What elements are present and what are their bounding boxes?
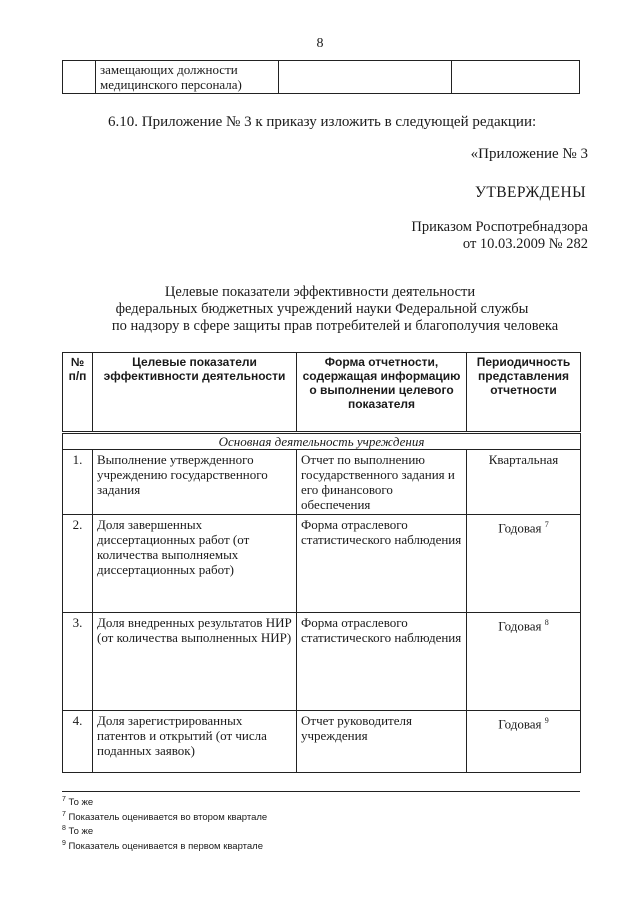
row-indicator: Доля завершенных диссертационных работ (от количества выполняемых диссертационных работ) — [93, 515, 297, 613]
header-indicators: Целевые показатели эффективности деятельности — [93, 353, 297, 433]
row-num: 1. — [63, 450, 93, 515]
row-period-text: Годовая — [498, 520, 542, 536]
table-row — [63, 613, 581, 711]
indicators-table — [62, 352, 581, 773]
row-num: 2. — [63, 515, 93, 613]
row-indicator: Доля зарегистрированных патентов и открытий (от числа поданных заявок) — [93, 711, 297, 773]
document-title — [0, 284, 640, 335]
cont-text-line1: замещающих должности — [100, 62, 238, 77]
row-form: Отчет руководителя учреждения — [297, 711, 467, 773]
cont-form-cell — [279, 61, 452, 94]
footnote-text: Показатель оценивается в первом квартале — [68, 841, 263, 853]
row-form: Отчет по выполнению государственного задания и его финансового обеспечения — [297, 450, 467, 515]
row-period — [467, 711, 581, 773]
cont-num-cell — [63, 61, 96, 94]
section-title: Основная деятельность учреждения — [63, 433, 581, 450]
row-num: 3. — [63, 613, 93, 711]
footnote-ref: 9 — [544, 716, 549, 725]
footnote-mark: 7 — [62, 810, 66, 818]
page-number: 8 — [316, 36, 324, 51]
row-form: Форма отраслевого статистического наблюдения — [297, 515, 467, 613]
footnote — [62, 794, 267, 809]
row-period-text: Квартальная — [488, 452, 559, 467]
row-indicator: Доля внедренных результатов НИР (от количества выполненных НИР) — [93, 613, 297, 711]
row-period — [467, 515, 581, 613]
table-row — [63, 711, 581, 773]
footnote — [62, 838, 267, 853]
annex-label: «Приложение № 3 — [470, 146, 588, 162]
order-line2: от 10.03.2009 № 282 — [462, 236, 588, 252]
table-header-row — [63, 353, 581, 433]
header-form: Форма отчетности, содержащая информацию о выполнении целевого показателя — [297, 353, 467, 433]
header-num — [63, 353, 93, 433]
footnote-separator — [62, 791, 580, 792]
order-reference — [411, 219, 588, 253]
header-period: Периодичность представления отчетности — [467, 353, 581, 433]
row-num: 4. — [63, 711, 93, 773]
footnote-text: То же — [68, 797, 94, 809]
header-num-line2: п/п — [68, 369, 87, 383]
cont-period-cell — [452, 61, 580, 94]
footnote-text: То же — [68, 826, 94, 838]
footnote-ref: 8 — [544, 618, 549, 627]
table-row — [63, 450, 581, 515]
row-period-text: Годовая — [498, 618, 542, 634]
continuation-table — [62, 60, 580, 94]
paragraph-6-10: 6.10. Приложение № 3 к приказу изложить в следующей редакции: — [108, 114, 537, 130]
header-num-line1: № — [70, 355, 85, 369]
row-period — [467, 450, 581, 515]
row-period — [467, 613, 581, 711]
footnote-mark: 9 — [62, 839, 66, 847]
cont-text-line2: медицинского персонала) — [100, 77, 242, 92]
title-line2: федеральных бюджетных учреждений науки Федеральной службы — [115, 301, 529, 317]
footnote-text: Показатель оценивается во втором квартале — [68, 811, 268, 823]
footnote-ref: 7 — [544, 520, 549, 529]
footnote — [62, 809, 267, 824]
footnote-mark: 7 — [62, 796, 66, 803]
row-period-text: Годовая — [498, 716, 542, 732]
approved-label: УТВЕРЖДЕНЫ — [475, 184, 586, 201]
footnote-mark: 8 — [62, 825, 66, 833]
footnote — [62, 823, 267, 838]
cont-text-cell — [96, 61, 279, 94]
table-row — [63, 515, 581, 613]
row-indicator: Выполнение утвержденного учреждению государственного задания — [93, 450, 297, 515]
row-form: Форма отраслевого статистического наблюдения — [297, 613, 467, 711]
title-line1: Целевые показатели эффективности деятельности — [164, 284, 476, 300]
section-row — [63, 433, 581, 450]
order-line1: Приказом Роспотребнадзора — [411, 219, 588, 235]
title-line3: по надзору в сфере защиты прав потребителей и благополучия человека — [111, 318, 559, 334]
footnotes — [62, 794, 267, 853]
